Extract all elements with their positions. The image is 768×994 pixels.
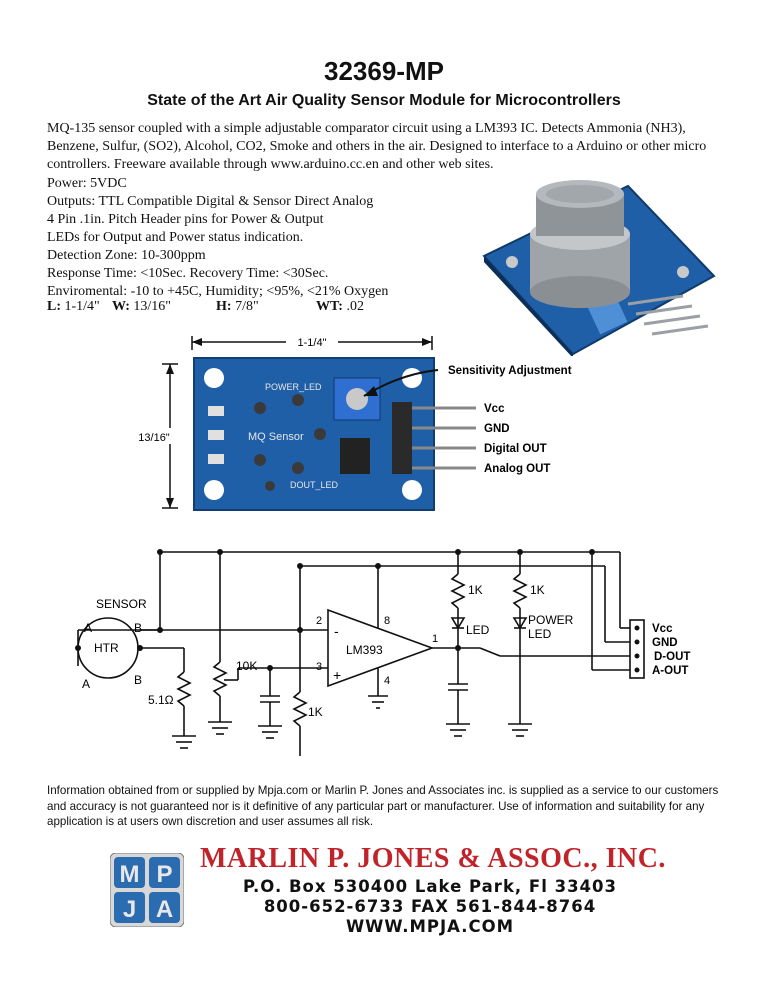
spec-outputs: Outputs: TTL Compatible Digital & Sensor Direct Analog <box>47 194 374 209</box>
dim-weight: WT: .02 <box>316 299 364 314</box>
spec-environmental: Enviromental: -10 to +45C, Humidity; <95%, <21% Oxygen <box>47 284 389 299</box>
conn-aout: A-OUT <box>652 665 689 677</box>
silk-dout-led: DOUT_LED <box>290 480 339 490</box>
conn-dout: D-OUT <box>654 651 691 663</box>
pin-vcc: Vcc <box>484 403 505 415</box>
company-website: WWW.MPJA.COM <box>345 917 515 936</box>
product-description: MQ-135 sensor coupled with a simple adjustable comparator circuit using a LM393 IC. Detects Ammonia (NH3), Benzene, Sulfur, (SO2), Alcohol, CO2, Smoke and others in the air. Designed to interface to a Arduino or other micro controllers. Freeware available through www.arduino.cc.en and other web sites. <box>47 121 707 173</box>
disclaimer: Information obtained from or supplied by Mpja.com or Marlin P. Jones and Associates inc. is supplied as a service to our customers and accuracy is not guaranteed nor is it definitive of any particular part or manufacturer. Use of information and suitability for any application is at users own discretion and user assumes all risk. <box>47 784 719 828</box>
sensor-module-photo <box>478 176 718 356</box>
sensitivity-label: Sensitivity Adjustment <box>448 365 572 377</box>
sensor-label: SENSOR <box>96 597 147 611</box>
minus-sign: - <box>334 623 339 639</box>
conn-gnd: GND <box>652 637 678 649</box>
spec-header-pins: 4 Pin .1in. Pitch Header pins for Power & Output <box>47 212 324 227</box>
ic-label: LM393 <box>346 643 383 657</box>
company-name: MARLIN P. JONES & ASSOC., INC. <box>200 843 666 874</box>
pin1-label: 1 <box>432 633 439 645</box>
pin4-label: 4 <box>384 675 391 687</box>
silk-power-led: POWER_LED <box>265 382 322 392</box>
r2-label: 1K <box>530 583 545 597</box>
svg-text:J: J <box>122 896 137 923</box>
pin-digital-out: Digital OUT <box>484 443 547 455</box>
plus-sign: + <box>333 667 342 683</box>
board-width-label: 1-1/4" <box>297 337 327 349</box>
spec-detection: Detection Zone: 10-300ppm <box>47 248 206 263</box>
board-height-label: 13/16" <box>138 432 170 444</box>
mpja-logo <box>110 853 184 927</box>
board-dimension-diagram <box>120 336 590 516</box>
pin-b-bottom: B <box>134 673 143 687</box>
pin-analog-out: Analog OUT <box>484 463 551 475</box>
svg-text:P: P <box>156 861 173 888</box>
power-led-label-2: LED <box>528 627 552 641</box>
dim-width: W: 13/16" <box>112 299 171 314</box>
svg-text:A: A <box>155 896 174 923</box>
spec-response: Response Time: <10Sec. Recovery Time: <30Sec. <box>47 266 329 281</box>
pin3-label: 3 <box>316 661 323 673</box>
pin-a-top: A <box>84 621 93 635</box>
dim-height: H: 7/8" <box>216 299 259 314</box>
spec-leds: LEDs for Output and Power status indication. <box>47 230 304 245</box>
pin-gnd: GND <box>484 423 510 435</box>
r1-label: 1K <box>468 583 483 597</box>
conn-vcc: Vcc <box>652 623 673 635</box>
led-label: LED <box>466 623 490 637</box>
pin2-label: 2 <box>316 615 323 627</box>
pot-label: 10K <box>236 659 258 673</box>
pin-b-top: B <box>134 621 143 635</box>
circuit-schematic <box>60 544 710 774</box>
dim-length: L: 1-1/4" <box>47 299 100 314</box>
spec-power: Power: 5VDC <box>47 176 127 191</box>
resistor-1k-label: 1K <box>308 705 323 719</box>
htr-label: HTR <box>94 641 119 655</box>
company-phone: 800-652-6733 FAX 561-844-8764 <box>263 897 597 916</box>
silk-mq-sensor: MQ Sensor <box>248 431 304 443</box>
power-led-label-1: POWER <box>528 613 574 627</box>
svg-text:M: M <box>119 861 140 888</box>
page-subtitle: State of the Art Air Quality Sensor Module for Microcontrollers <box>147 92 621 109</box>
pin8-label: 8 <box>384 615 391 627</box>
pin-a-bottom: A <box>82 677 91 691</box>
resistor-load-label: 5.1Ω <box>148 693 174 707</box>
company-address: P.O. Box 530400 Lake Park, Fl 33403 <box>242 877 618 896</box>
page-title: 32369-MP <box>324 56 444 86</box>
